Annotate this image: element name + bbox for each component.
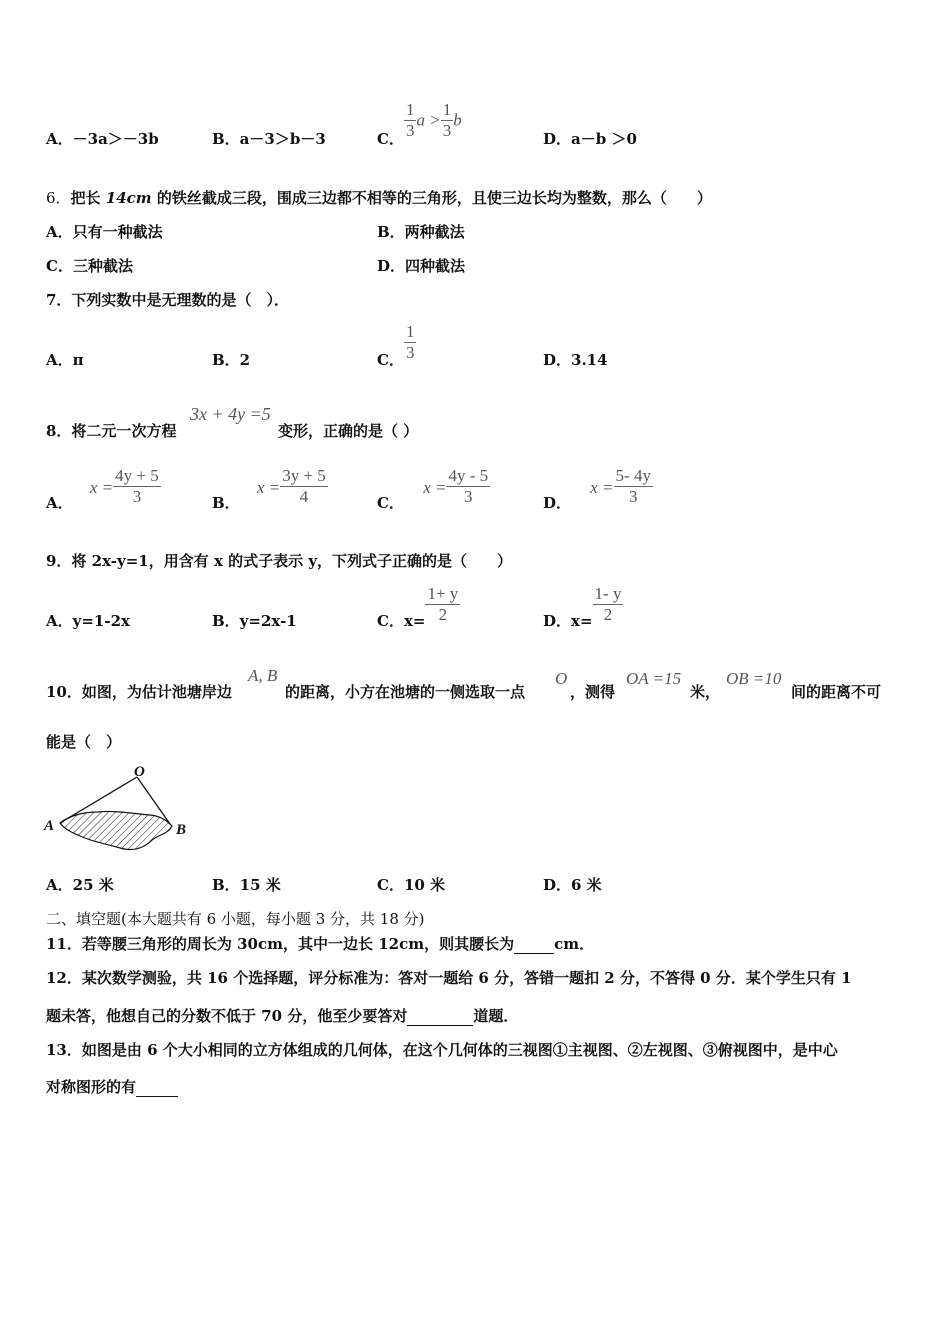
q8-c-lhs: x =	[423, 478, 447, 497]
q6-option-d: D．四种截法	[377, 257, 466, 275]
q8-a-frac	[113, 466, 161, 507]
q8-option-c	[377, 466, 490, 513]
q9-option-a: A．y=1-2x	[46, 612, 130, 630]
q11-text: 11．若等腰三角形的周长为 30cm，其中一边长 12cm，则其腰长为	[46, 935, 515, 953]
q9-option-c	[377, 584, 460, 631]
q5-option-c-label: C．	[377, 130, 404, 148]
q5-option-c-frac1	[404, 100, 417, 141]
q8-c-den: 3	[446, 486, 490, 507]
q5-c-frac1-den: 3	[405, 121, 415, 140]
q10-text-2: 的距离，小方在池塘的一侧选取一点	[285, 683, 526, 701]
q9-option-d	[543, 584, 623, 631]
q8-a-lhs: x =	[89, 478, 114, 497]
q8-stem-a: 8．将二元一次方程	[46, 422, 177, 440]
q10-option-d: D．6 米	[543, 876, 602, 894]
q8-c-num: 4y - 5	[448, 466, 489, 485]
q6-text-b: 14cm	[105, 189, 152, 207]
q5-option-b: B．a－3＞b－3	[212, 130, 326, 148]
point-o-label: O	[134, 764, 145, 780]
q7-c-den: 3	[405, 343, 415, 362]
q7-stem: 7．下列实数中是无理数的是（ ）．	[46, 291, 289, 309]
q11-unit: cm．	[554, 935, 595, 953]
q8-b-frac	[280, 466, 328, 507]
q6-option-c: C．三种截法	[46, 257, 133, 275]
q8-a-num: 4y + 5	[115, 466, 159, 485]
q12-line1: 12．某次数学测验，共 16 个选择题，评分标准为：答对一题给 6 分，答错一题扣 2 分，不答得 0 分．某个学生只有 1	[46, 969, 852, 987]
q9-stem: 9．将 2x-y=1，用含有 x 的式子表示 y，下列式子正确的是（ ）	[46, 552, 513, 570]
q5-option-c	[377, 100, 462, 149]
q10-option-c: C．10 米	[377, 876, 446, 894]
q8-c-frac	[446, 466, 490, 507]
q5-c-frac1-num: 1	[405, 100, 415, 119]
q8-d-label: D．	[543, 494, 572, 512]
q9-c-frac	[425, 584, 460, 625]
q5-c-end: b	[453, 110, 462, 130]
q9-c-num: 1+ y	[427, 584, 459, 603]
pond-shape	[60, 811, 172, 849]
q8-a-den: 3	[113, 486, 161, 507]
q5-c-frac2-den: 3	[442, 121, 452, 140]
q12-line2	[46, 1005, 518, 1026]
q8-b-num: 3y + 5	[282, 466, 326, 485]
q8-option-d	[543, 466, 653, 513]
q10-text-1: 10．如图，为估计池塘岸边	[46, 683, 232, 701]
q10-math-o: O	[555, 669, 568, 688]
q9-c-den: 2	[425, 604, 460, 625]
q8-d-frac	[614, 466, 653, 507]
q7-option-b: B．2	[212, 351, 251, 369]
q12-line2-text: 题未答，他想自己的分数不低于 70 分，他至少要答对	[46, 1007, 408, 1025]
q10-text-line2: 能是（ ）	[46, 733, 122, 751]
q8-d-den: 3	[614, 486, 653, 507]
q6-text-a: 把长	[70, 189, 106, 207]
q10-text-3: ，测得	[570, 683, 616, 701]
q10-text-4: 米，	[690, 683, 721, 701]
q5-c-mid: a >	[416, 110, 441, 130]
q8-b-label: B．	[212, 494, 240, 512]
q8-d-lhs: x =	[590, 478, 614, 497]
q5-option-c-frac2	[441, 100, 454, 141]
q12-line2-end: 道题．	[473, 1007, 519, 1025]
section-2-heading: 二、填空题(本大题共有 6 小题，每小题 3 分，共 18 分)	[46, 910, 425, 928]
q10-math-oa: OA =15	[626, 669, 682, 688]
q8-option-b	[212, 466, 328, 513]
q9-option-b: B．y=2x-1	[212, 612, 297, 630]
q8-b-lhs: x =	[256, 478, 281, 497]
point-a-label: A	[44, 818, 55, 834]
q9-d-label: D．x=	[543, 612, 593, 630]
q7-option-d: D．3.14	[543, 351, 608, 369]
q6-text-c: 的铁丝截成三段，围成三边都不相等的三角形，且使三边长均为整数，那么（ ）	[151, 189, 712, 207]
q13-line2	[46, 1076, 178, 1097]
q6-stem	[46, 187, 712, 208]
q12-blank[interactable]	[407, 1007, 473, 1026]
q10-text-5: 间的距离不可	[791, 683, 882, 701]
q7-c-frac	[404, 322, 417, 363]
q10-option-b: B．15 米	[212, 876, 281, 894]
q7-option-c	[377, 322, 416, 370]
q7-c-num: 1	[405, 322, 415, 341]
q10-math-ab: A, B	[248, 666, 278, 685]
q5-option-a: A．－3a＞－3b	[46, 130, 159, 148]
q10-math-ob: OB =10	[726, 669, 782, 688]
q9-d-frac	[593, 584, 624, 625]
q8-b-den: 4	[280, 486, 328, 507]
q9-d-den: 2	[593, 604, 624, 625]
q13-line2-text: 对称图形的有	[46, 1078, 137, 1096]
point-b-label: B	[176, 822, 187, 838]
q8-option-a	[46, 466, 161, 513]
q13-line1: 13．如图是由 6 个大小相同的立方体组成的几何体，在这个几何体的三视图①主视图、②左视图、③俯视图中，是中心	[46, 1041, 838, 1059]
q7-option-a: A．π	[46, 351, 84, 369]
q11-stem	[46, 933, 594, 954]
q6-number: 6．	[46, 189, 71, 207]
q8-d-num: 5- 4y	[615, 466, 651, 485]
q5-c-frac2-num: 1	[442, 100, 452, 119]
q8-stem-b: 变形，正确的是（ ）	[278, 422, 419, 440]
q13-blank[interactable]	[136, 1078, 178, 1097]
q6-option-a: A．只有一种截法	[46, 223, 163, 241]
q5-option-d: D．a－b ＞0	[543, 130, 637, 148]
q9-d-num: 1- y	[594, 584, 622, 603]
q10-pond-figure	[40, 760, 200, 860]
q8-a-label: A．	[46, 494, 73, 512]
q10-option-a: A．25 米	[46, 876, 114, 894]
q7-c-label: C．	[377, 351, 404, 369]
q6-option-b: B．两种截法	[377, 223, 465, 241]
q9-c-label: C．x=	[377, 612, 426, 630]
q11-blank[interactable]	[514, 935, 554, 954]
q8-c-label: C．	[377, 494, 404, 512]
q8-equation: 3x + 4y =5	[190, 404, 271, 424]
